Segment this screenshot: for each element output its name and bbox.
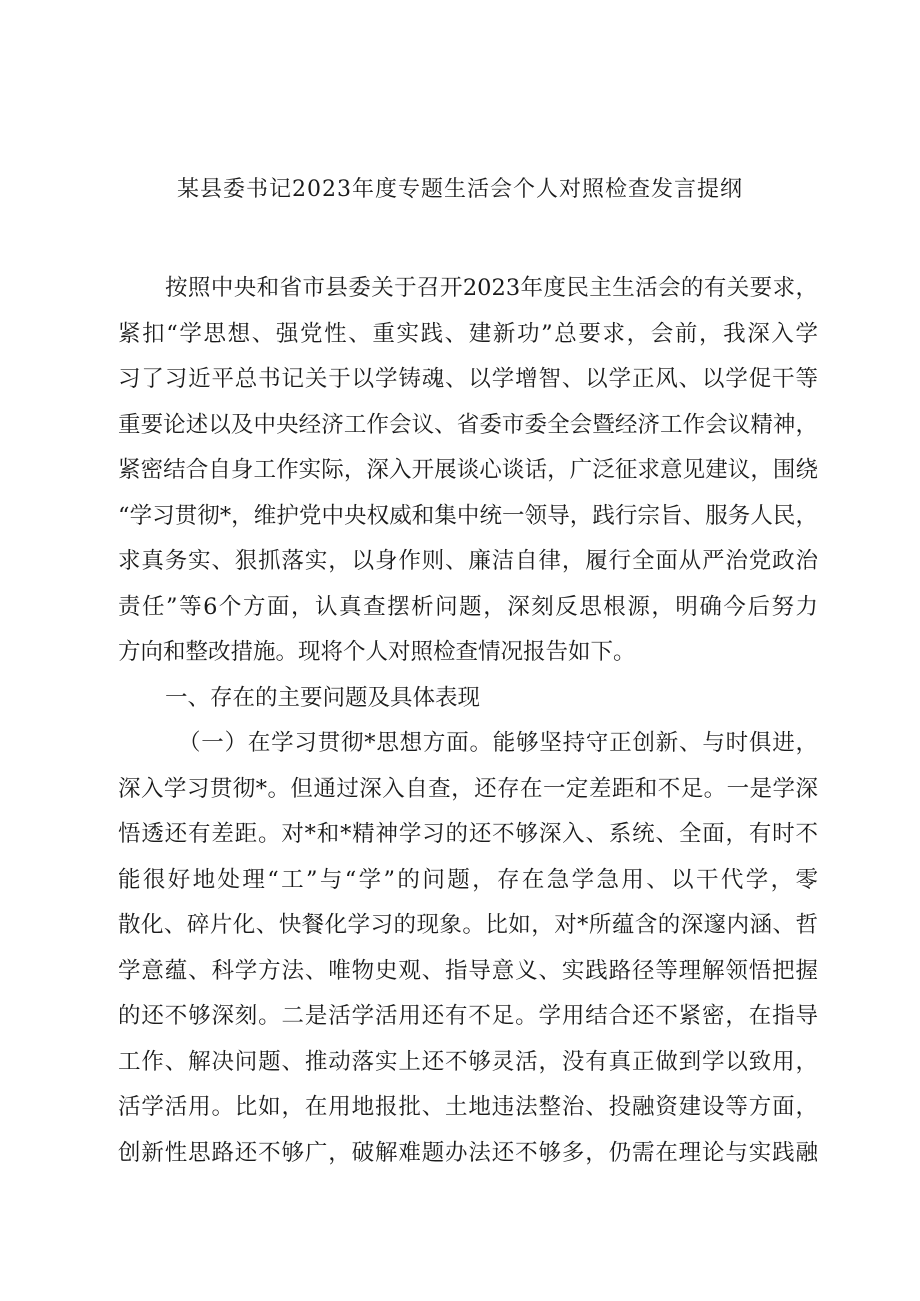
text-line: 工作、解决问题、推动落实上还不够灵活，没有真正做到学以致用， [118, 1048, 818, 1075]
text-line: 责任”等6个方面，认真查摆析问题，深刻反思根源，明确今后努力 [118, 593, 818, 620]
text-line: 活学活用。比如，在用地报批、土地违法整治、投融资建设等方面， [118, 1094, 818, 1120]
text-line: “学习贯彻*，维护党中央权威和集中统一领导，践行宗旨、服务人民， [118, 502, 818, 529]
text-line: 学意蕴、科学方法、唯物史观、指导意义、实践路径等理解领悟把握 [118, 957, 818, 984]
text-line: 紧密结合自身工作实际，深入开展谈心谈话，广泛征求意见建议，围绕 [118, 457, 818, 483]
text-line: 创新性思路还不够广，破解难题办法还不够多，仍需在理论与实践融 [118, 1139, 818, 1166]
text-line: 悟透还有差距。对*和*精神学习的还不够深入、系统、全面，有时不 [118, 821, 818, 847]
text-line: 紧扣“学思想、强党性、重实践、建新功”总要求，会前，我深入学 [118, 320, 818, 347]
text-line: 方向和整改措施。现将个人对照检查情况报告如下。 [118, 639, 636, 665]
text-line: 能很好地处理“工”与“学”的问题，存在急学急用、以干代学，零 [118, 866, 818, 893]
text-line: 求真务实、狠抓落实，以身作则、廉洁自律，履行全面从严治党政治 [118, 548, 818, 574]
text-line: 深入学习贯彻*。但通过深入自查，还存在一定差距和不足。一是学深 [118, 775, 818, 802]
document-title: 某县委书记2023年度专题生活会个人对照检查发言提纲 [177, 177, 743, 202]
text-line: 重要论述以及中央经济工作会议、省委市委全会暨经济工作会议精神， [118, 411, 818, 438]
section-heading: 一、存在的主要问题及具体表现 [165, 684, 481, 711]
text-line: 按照中央和省市县委关于召开2023年度民主生活会的有关要求， [165, 275, 818, 301]
text-line: 散化、碎片化、快餐化学习的现象。比如，对*所蕴含的深邃内涵、哲 [118, 912, 818, 938]
text-line: 的还不够深刻。二是活学活用还有不足。学用结合还不紧密，在指导 [118, 1003, 818, 1029]
text-line: 习了习近平总书记关于以学铸魂、以学增智、以学正风、以学促干等 [118, 366, 818, 392]
text-line: （一）在学习贯彻*思想方面。能够坚持守正创新、与时俱进， [178, 730, 818, 756]
document-body [118, 266, 818, 1176]
